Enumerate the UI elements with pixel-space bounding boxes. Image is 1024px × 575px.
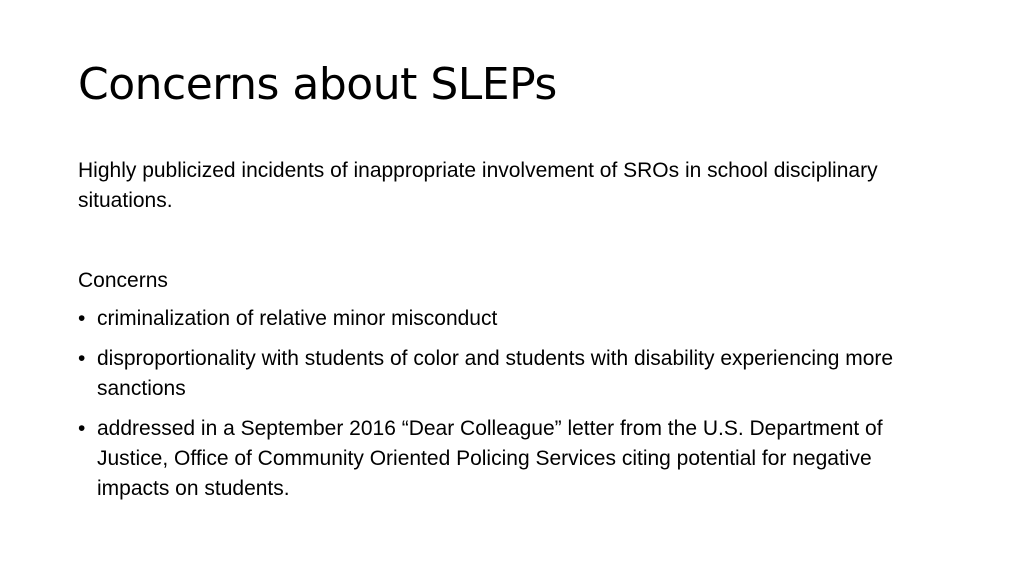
list-item [78, 304, 938, 334]
spacer [78, 216, 938, 266]
list-item-text: addressed in a September 2016 “Dear Colleague” letter from the U.S. Department of Justice, Office of Community Oriented Policing Services citing potential for negative impacts on students. [97, 417, 883, 500]
list-item [78, 414, 938, 504]
list-item [78, 344, 938, 404]
concerns-list [78, 304, 938, 504]
list-item-text: disproportionality with students of color and students with disability experiencing more sanctions [97, 347, 894, 400]
slide-body [78, 156, 938, 514]
intro-paragraph: Highly publicized incidents of inappropriate involvement of SROs in school disciplinary situations. [78, 159, 878, 212]
concerns-heading: Concerns [78, 269, 168, 292]
slide-title: Concerns about SLEPs [78, 59, 557, 110]
list-item-text: criminalization of relative minor misconduct [97, 307, 498, 330]
bullet-icon: • [78, 347, 86, 370]
bullet-icon: • [78, 307, 86, 330]
bullet-icon: • [78, 417, 86, 440]
